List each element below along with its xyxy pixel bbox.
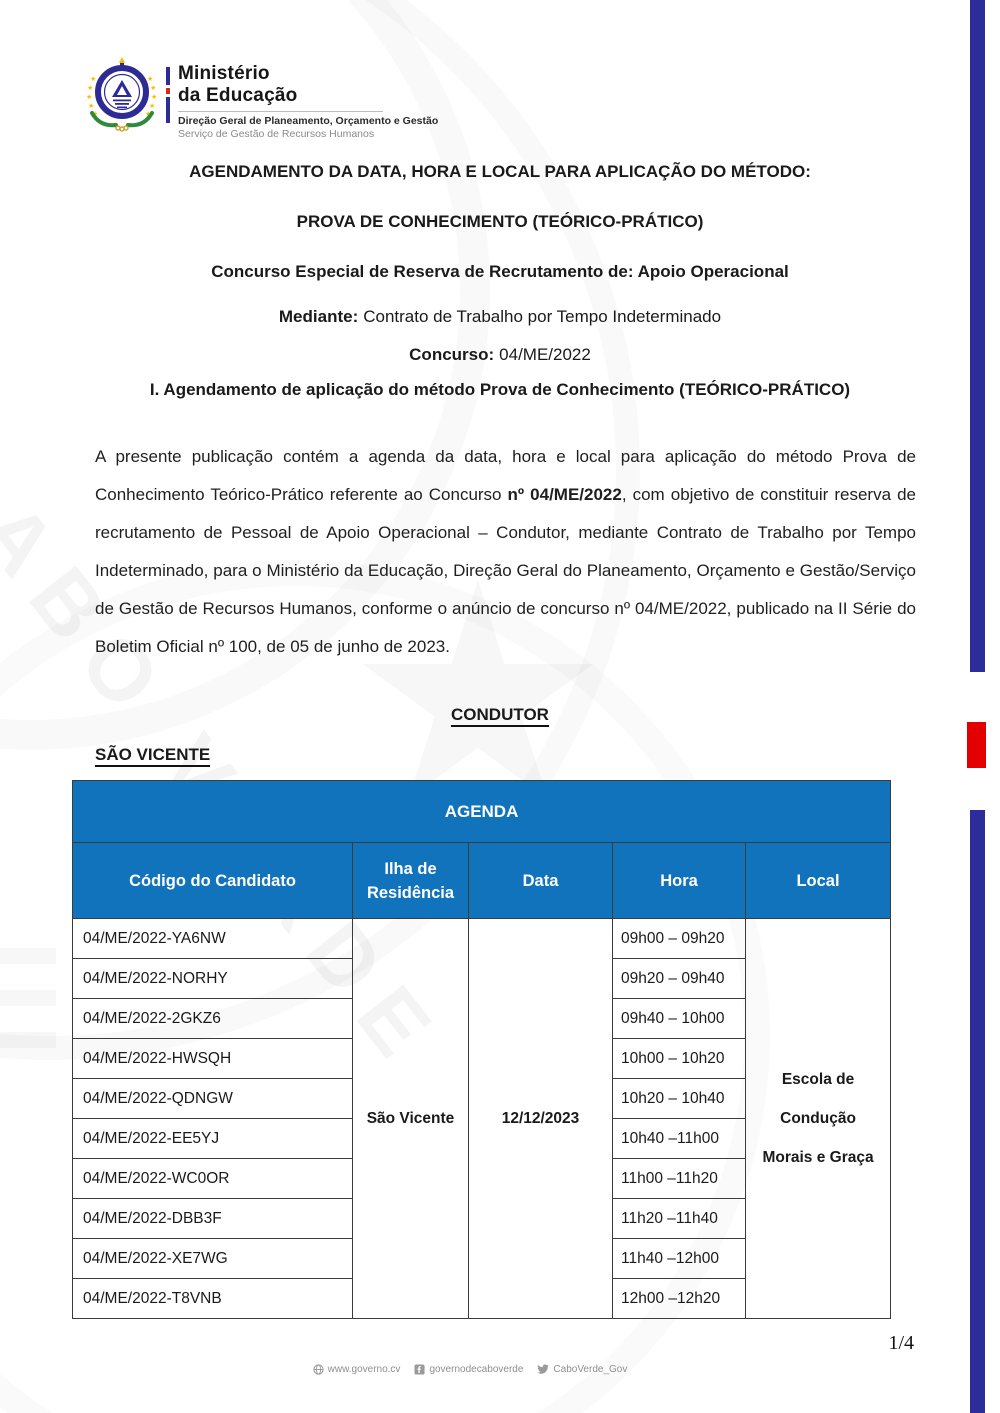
svg-text:★: ★ [90, 75, 97, 83]
svg-text:★: ★ [150, 84, 157, 92]
twitter-icon [537, 1364, 549, 1375]
footer-facebook-text: governodecaboverde [429, 1364, 524, 1375]
col-header-codigo: Código do Candidato [73, 843, 353, 919]
right-edge-red-bar [967, 722, 986, 768]
candidate-code: 04/ME/2022-NORHY [73, 959, 353, 999]
sao-vicente-heading: SÃO VICENTE [95, 745, 210, 765]
logo-divider-bar [166, 55, 170, 141]
candidate-code: 04/ME/2022-DBB3F [73, 1199, 353, 1239]
candidate-code: 04/ME/2022-QDNGW [73, 1079, 353, 1119]
mediante-label: Mediante: [278, 307, 359, 326]
watermark-stripe [0, 948, 56, 964]
candidate-code: 04/ME/2022-WC0OR [73, 1159, 353, 1199]
paragraph-bold-ref: nº 04/ME/2022 [507, 485, 622, 504]
facebook-icon [414, 1364, 425, 1375]
watermark-stripe [0, 990, 56, 1006]
candidate-code: 04/ME/2022-XE7WG [73, 1239, 353, 1279]
footer-website-text: www.governo.cv [327, 1364, 401, 1375]
concurso-label: Concurso: [409, 345, 495, 364]
svg-text:★: ★ [92, 110, 99, 118]
footer-facebook [414, 1364, 523, 1375]
col-header-data: Data [469, 843, 613, 919]
svg-text:★: ★ [145, 110, 152, 118]
page-number: 1/4 [888, 1332, 914, 1354]
concurso-line [60, 345, 940, 365]
hora-slot: 09h20 – 09h40 [613, 959, 746, 999]
hora-slot: 10h20 – 10h40 [613, 1079, 746, 1119]
footer-website [313, 1364, 401, 1375]
candidate-code: 04/ME/2022-EE5YJ [73, 1119, 353, 1159]
ministry-name-line2: da Educação [178, 85, 298, 106]
right-edge-blue-bar-bottom [970, 810, 985, 1413]
ministry-logo-block [86, 55, 438, 141]
col-header-hora: Hora [613, 843, 746, 919]
candidate-code: 04/ME/2022-YA6NW [73, 919, 353, 959]
candidate-code: 04/ME/2022-HWSQH [73, 1039, 353, 1079]
table-title-cell: AGENDA [73, 781, 891, 843]
col-header-ilha: Ilha de Residência [353, 843, 469, 919]
local-line: Morais e Graça [762, 1149, 874, 1166]
hora-slot: 11h40 –12h00 [613, 1239, 746, 1279]
hora-slot: 09h40 – 10h00 [613, 999, 746, 1039]
table-row [73, 919, 891, 959]
watermark-stripe [0, 1032, 56, 1048]
svg-text:★: ★ [88, 102, 95, 110]
agenda-table [72, 780, 891, 1319]
local-line: Escola de [781, 1071, 855, 1088]
ministry-name-line1: Ministério [178, 63, 270, 84]
logo-separator [178, 111, 383, 112]
hora-slot: 09h00 – 09h20 [613, 919, 746, 959]
directorate-name: Direção Geral de Planeamento, Orçamento e Gestão [178, 115, 439, 127]
ilha-residencia-cell: São Vicente [353, 919, 469, 1319]
cabo-verde-emblem-icon [86, 55, 158, 133]
hora-slot: 11h20 –11h40 [613, 1199, 746, 1239]
hora-slot: 10h40 –11h00 [613, 1119, 746, 1159]
local-line: Condução [780, 1110, 856, 1127]
condutor-heading: CONDUTOR [60, 705, 940, 725]
svg-text:★: ★ [87, 84, 94, 92]
svg-text:★: ★ [149, 102, 156, 110]
hora-slot: 10h00 – 10h20 [613, 1039, 746, 1079]
svg-text:★: ★ [147, 75, 154, 83]
service-name: Serviço de Gestão de Recursos Humanos [178, 128, 375, 140]
concurso-especial-line: Concurso Especial de Reserva de Recrutamento de: Apoio Operacional [211, 262, 789, 281]
hora-slot: 11h00 –11h20 [613, 1159, 746, 1199]
mediante-value: Contrato de Trabalho por Tempo Indeterminado [363, 307, 722, 326]
footer-twitter [537, 1364, 627, 1375]
hora-slot: 12h00 –12h20 [613, 1279, 746, 1319]
paragraph-text: , com objetivo de constituir reserva de recrutamento de Pessoal de Apoio Operacional – Condutor, mediante Contrato de Trabalho por Tempo Indeterminado, para o Ministério da Educação, Direção Geral do Planeamento, Orçamento e Gestão/Serviço de Gestão de Recursos Humanos, conforme o anúncio de concurso nº 04/ME/2022, publicado na II Série do Boletim Oficial nº 100, de 05 de junho de 2023. [95, 485, 916, 656]
col-header-local: Local [746, 843, 891, 919]
svg-text:★: ★ [151, 93, 158, 101]
mediante-line [60, 307, 940, 327]
right-edge-blue-bar-top [970, 0, 985, 672]
footer [0, 1364, 940, 1375]
candidate-code: 04/ME/2022-T8VNB [73, 1279, 353, 1319]
local-cell [746, 919, 891, 1319]
data-cell: 12/12/2023 [469, 919, 613, 1319]
main-title-line1: AGENDAMENTO DA DATA, HORA E LOCAL PARA APLICAÇÃO DO MÉTODO: [189, 162, 811, 181]
globe-icon [313, 1364, 324, 1375]
concurso-value: 04/ME/2022 [499, 345, 591, 364]
main-title-line2: PROVA DE CONHECIMENTO (TEÓRICO-PRÁTICO) [296, 212, 704, 231]
candidate-code: 04/ME/2022-2GKZ6 [73, 999, 353, 1039]
paragraph-text: A presente publicação contém a agenda da data, hora e local para aplicação do método Prova de Conhecimento Teórico-Prático referente ao Concurso [95, 447, 916, 504]
body-paragraph [95, 438, 916, 666]
svg-text:★: ★ [86, 93, 93, 101]
footer-twitter-text: CaboVerde_Gov [553, 1364, 628, 1375]
section-heading: I. Agendamento de aplicação do método Prova de Conhecimento (TEÓRICO-PRÁTICO) [149, 380, 851, 399]
